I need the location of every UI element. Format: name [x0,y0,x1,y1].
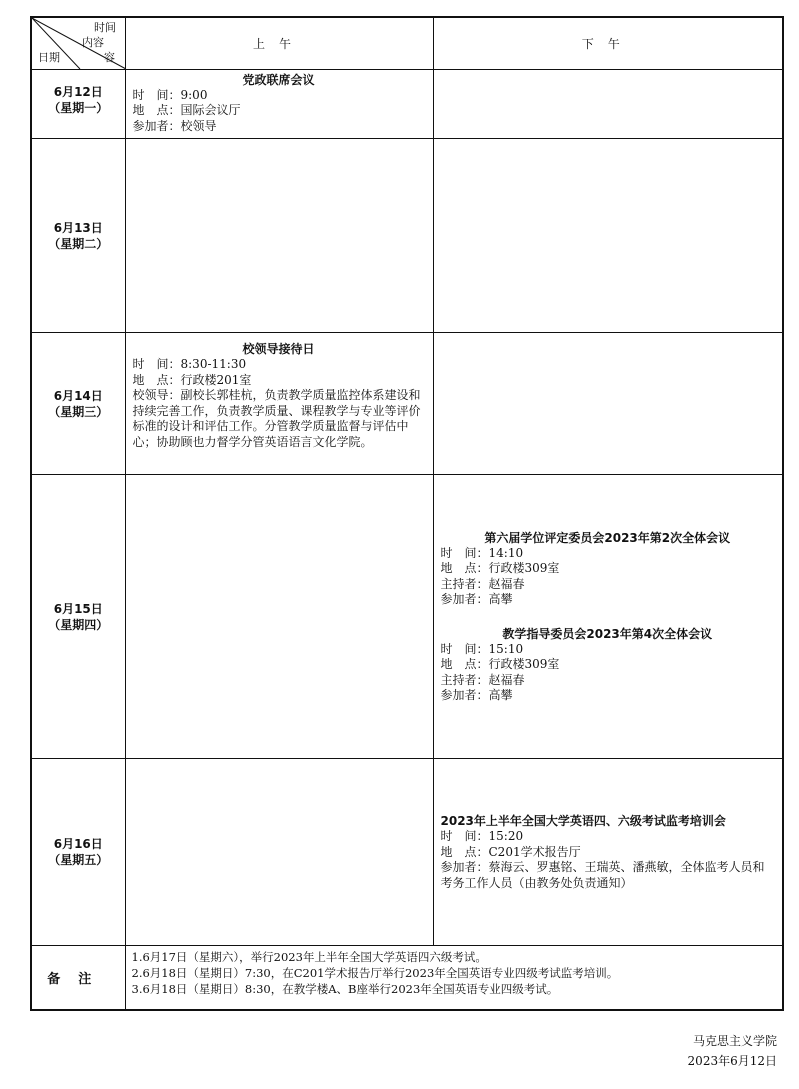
note-item: 1.6月17日（星期六），举行2023年上半年全国大学英语四六级考试。 [131,950,487,964]
event-location: 地 点：C201学术报告厅 [440,844,581,859]
morning-cell [125,69,433,139]
event-attendees: 参加者：校领导 [132,118,217,133]
corner-time-label: 时间 [94,21,116,34]
date-label: 6月14日 [53,388,103,403]
date-cell [31,139,125,333]
weekday-label: （星期三） [48,404,109,419]
morning-cell [125,759,433,946]
afternoon-cell [433,333,783,475]
event-leader: 校领导：副校长郭桂杭，负责教学质量监控体系建设和持续完善工作，负责教学质量、课程教学与专业等评价标准的设计和评估工作。分管教学质量监督与评估中心；协助顾也力督学分管英语语言文化学院。 [132,388,421,449]
morning-cell [125,333,433,475]
weekday-label: （星期五） [48,853,109,867]
event-title: 校领导接待日 [242,342,315,356]
date-label: 6月12日 [53,84,103,99]
date-label: 6月15日 [53,601,103,616]
event [126,333,433,454]
morning-cell [125,139,433,333]
event-time: 时 间：8:30-11:30 [132,357,247,371]
corner-date-label: 日期 [38,51,60,64]
day-row-0616 [31,759,783,946]
afternoon-header: 下午 [433,17,783,69]
date-cell [31,69,125,139]
event-time: 时 间：9:00 [132,87,208,102]
afternoon-cell [433,475,783,759]
day-row-0615 [31,475,783,759]
note-item: 3.6月18日（星期日）8:30，在教学楼A、B座举行2023年全国英语专业四级考试。 [131,982,559,996]
notes-row [31,946,783,1010]
event-title: 第六届学位评定委员会2023年第2次全体会议 [484,530,731,545]
date-cell [31,475,125,759]
date-label: 6月13日 [53,220,103,235]
event-title: 教学指导委员会2023年第4次全体会议 [502,626,713,641]
weekday-label: （星期四） [48,617,109,632]
date-label: 6月16日 [53,837,103,851]
event [434,809,783,895]
morning-header: 上午 [125,17,433,69]
weekday-label: （星期一） [48,100,109,115]
footer-date: 2023年6月12日 [687,1054,777,1068]
header-row [31,17,783,69]
event-time: 时 间：15:20 [440,829,524,843]
notes-cell [125,946,783,1010]
event-time: 时 间：14:10 [440,545,524,560]
event-host: 主持者：赵福春 [440,672,525,687]
afternoon-cell [433,759,783,946]
event-title: 2023年上半年全国大学英语四、六级考试监考培训会 [440,814,726,828]
event [434,526,783,708]
corner-content-label-2: 容 [104,51,115,64]
event-time: 时 间：15:10 [440,641,524,656]
morning-cell [125,475,433,759]
footer-org: 马克思主义学院 [692,1034,777,1048]
footer [688,1031,777,1071]
event-attendees: 参加者：蔡海云、罗惠铭、王瑞英、潘燕敏，全体监考人员和考务工作人员（由教务处负责通知） [440,860,765,890]
day-row-0614 [31,333,783,475]
event-location: 地 点：行政楼201室 [132,372,252,387]
event-location: 地 点：国际会议厅 [132,103,241,117]
date-cell [31,333,125,475]
event [126,70,433,139]
corner-cell [31,17,125,69]
schedule-table [30,16,784,1011]
event-title: 党政联席会议 [242,72,315,87]
notes-label: 备注 [31,946,125,1010]
afternoon-cell [433,139,783,333]
event-location: 地 点：行政楼309室 [440,657,560,671]
event-attendees: 参加者：高攀 [440,688,513,702]
event-location: 地 点：行政楼309室 [440,561,560,575]
day-row-0613 [31,139,783,333]
date-cell [31,759,125,946]
afternoon-cell [433,69,783,139]
event-attendees: 参加者：高攀 [440,592,513,606]
weekday-label: （星期二） [48,236,109,251]
event-host: 主持者：赵福春 [440,576,525,591]
day-row-0612 [31,69,783,139]
corner-content-label: 内容 [82,36,104,49]
note-item: 2.6月18日（星期日）7:30，在C201学术报告厅举行2023年全国英语专业四级考试监考培训。 [131,966,619,980]
